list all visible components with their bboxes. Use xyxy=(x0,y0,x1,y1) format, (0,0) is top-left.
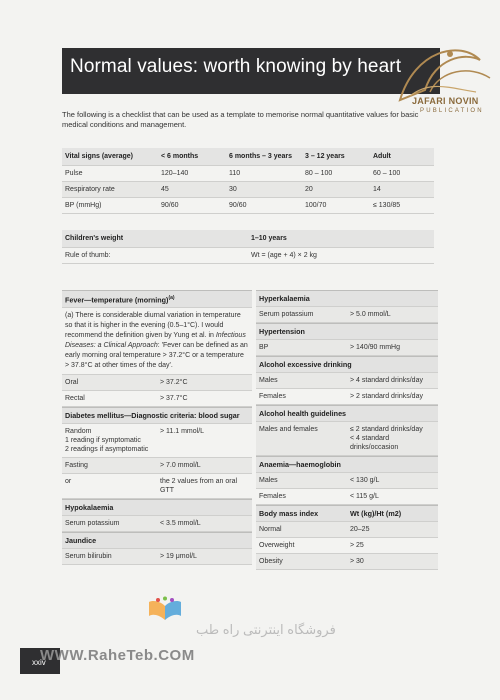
item-value: > 37.2°C xyxy=(160,379,188,387)
bmi-formula: Wt (kg)/Ht (m2) xyxy=(350,509,402,518)
item-label: Normal xyxy=(259,526,282,533)
page-number: xxiv xyxy=(20,648,60,674)
item-value: 20–25 xyxy=(350,526,370,533)
table-cell: BP (mmHg) xyxy=(62,197,158,213)
header-cell: 1–10 years xyxy=(248,230,434,247)
item-label: Serum potassium xyxy=(259,311,314,318)
table-row xyxy=(62,197,434,213)
item-label: Rectal xyxy=(65,395,85,403)
vital-signs-table xyxy=(62,148,434,214)
section-heading: Diabetes mellitus—Diagnostic criteria: blood sugar xyxy=(62,408,252,424)
table-cell: 45 xyxy=(158,181,226,197)
table-row xyxy=(62,247,434,263)
section-heading xyxy=(256,506,438,522)
right-column xyxy=(256,290,438,570)
item-label: Females xyxy=(259,493,286,500)
book-logo-icon xyxy=(148,596,182,624)
item-label: or xyxy=(65,478,72,486)
header-cell: Adult xyxy=(370,148,434,165)
item-label xyxy=(62,424,157,457)
list-item xyxy=(256,373,438,389)
childrens-weight-table xyxy=(62,230,434,264)
table-header-row xyxy=(62,148,434,165)
item-value: > 5.0 mmol/L xyxy=(350,311,391,318)
alcohol-section xyxy=(256,356,438,405)
bmi-title: Body mass index xyxy=(259,509,319,518)
table-row xyxy=(62,181,434,197)
fever-note xyxy=(62,308,252,375)
table-cell: 90/60 xyxy=(158,197,226,213)
item-label: Overweight xyxy=(259,542,295,549)
table-row xyxy=(62,165,434,181)
random-note-2: 2 readings if asymptomatic xyxy=(65,446,149,454)
anaemia-section xyxy=(256,456,438,505)
fever-section xyxy=(62,290,252,407)
table-cell: 100/70 xyxy=(302,197,370,213)
item-value: the 2 values from an oral GTT xyxy=(160,478,238,495)
list-item xyxy=(256,522,438,538)
hyperkalaemia-section xyxy=(256,290,438,323)
list-item xyxy=(62,474,252,499)
item-value: > 11.1 mmol/L xyxy=(160,428,205,436)
header-cell: Vital signs (average) xyxy=(62,148,158,165)
item-value: > 30 xyxy=(350,558,364,565)
alcohol-guidelines-section xyxy=(256,405,438,456)
section-heading: Alcohol health guidelines xyxy=(256,406,438,422)
random-note-1: 1 reading if symptomatic xyxy=(65,437,141,445)
item-value: > 140/90 mmHg xyxy=(350,344,400,351)
list-item xyxy=(62,516,252,532)
list-item xyxy=(256,489,438,505)
item-value: > 25 xyxy=(350,542,364,549)
item-label: Oral xyxy=(65,379,79,387)
fever-note-book: Infectious Diseases: a Clinical Approach xyxy=(65,332,246,350)
item-value: > 2 standard drinks/day xyxy=(350,393,423,400)
section-heading: Hypokalaemia xyxy=(62,500,252,516)
list-item xyxy=(256,389,438,405)
list-item xyxy=(62,424,252,458)
section-heading: Anaemia—haemoglobin xyxy=(256,457,438,473)
diabetes-section xyxy=(62,407,252,499)
item-label: Obesity xyxy=(259,558,283,565)
table-cell: ≤ 130/85 xyxy=(370,197,434,213)
item-label: Fasting xyxy=(65,462,88,470)
item-label: Serum bilirubin xyxy=(65,553,112,561)
item-value: > 4 standard drinks/day xyxy=(350,377,423,384)
table-cell: Pulse xyxy=(62,165,158,181)
table-cell: Wt = (age + 4) × 2 kg xyxy=(248,247,434,263)
header-cell: 6 months – 3 years xyxy=(226,148,302,165)
header-cell: < 6 months xyxy=(158,148,226,165)
shop-url-link[interactable]: WWW.RaheTeb.COM xyxy=(40,647,195,664)
hypokalaemia-section xyxy=(62,499,252,532)
guideline-occasion: < 4 standard drinks/occasion xyxy=(350,435,399,451)
table-cell: 20 xyxy=(302,181,370,197)
fever-note-a: (a) There is considerable diurnal variation in temperature so that it is higher in the evening (0.5–1°C). I would recommend the definition given by Yung et al. in xyxy=(65,312,241,340)
hypertension-section xyxy=(256,323,438,356)
table-cell: 90/60 xyxy=(226,197,302,213)
list-item xyxy=(256,538,438,554)
table-cell: Respiratory rate xyxy=(62,181,158,197)
item-label: Serum potassium xyxy=(65,520,120,528)
item-value xyxy=(347,422,438,455)
random-label: Random xyxy=(65,428,92,436)
item-label: Males and females xyxy=(259,426,318,433)
jaundice-section xyxy=(62,532,252,565)
table-cell: 80 – 100 xyxy=(302,165,370,181)
list-item xyxy=(256,473,438,489)
list-item xyxy=(62,391,252,407)
section-heading: Hypertension xyxy=(256,324,438,340)
item-value: < 3.5 mmol/L xyxy=(160,520,201,528)
page-title: Normal values: worth knowing by heart xyxy=(70,56,402,77)
guideline-daily: ≤ 2 standard drinks/day xyxy=(350,426,423,433)
section-heading: Alcohol excessive drinking xyxy=(256,357,438,373)
item-label: Males xyxy=(259,377,278,384)
logo-subtitle: PUBLICATION xyxy=(420,108,484,114)
item-value: < 115 g/L xyxy=(350,493,379,500)
item-value: > 19 μmol/L xyxy=(160,553,197,561)
list-item xyxy=(256,554,438,570)
logo-name: JAFARI NOVIN xyxy=(412,96,479,106)
item-value: < 130 g/L xyxy=(350,477,380,484)
section-heading: Hyperkalaemia xyxy=(256,291,438,307)
table-cell: 30 xyxy=(226,181,302,197)
table-header-row xyxy=(62,230,434,247)
table-cell: 14 xyxy=(370,181,434,197)
table-cell: 60 – 100 xyxy=(370,165,434,181)
item-value: > 7.0 mmol/L xyxy=(160,462,201,470)
list-item xyxy=(256,422,438,456)
fever-title: Fever—temperature (morning) xyxy=(65,295,169,305)
list-item xyxy=(256,340,438,356)
section-heading: Jaundice xyxy=(62,533,252,549)
bmi-section xyxy=(256,505,438,570)
footnote-ref: (a) xyxy=(168,295,175,301)
item-value: > 37.7°C xyxy=(160,395,188,403)
table-cell: 110 xyxy=(226,165,302,181)
item-label: BP xyxy=(259,344,269,351)
table-cell: Rule of thumb: xyxy=(62,247,248,263)
header-cell: 3 – 12 years xyxy=(302,148,370,165)
intro-text: The following is a checklist that can be used as a template to memorise normal quantitative values for basic medical conditions and management. xyxy=(62,110,419,129)
table-cell: 120–140 xyxy=(158,165,226,181)
header-cell: Children's weight xyxy=(62,230,248,247)
list-item xyxy=(256,307,438,323)
item-label: Females xyxy=(259,393,286,400)
list-item xyxy=(62,375,252,391)
list-item xyxy=(62,549,252,565)
section-heading xyxy=(62,291,252,308)
item-label: Males xyxy=(259,477,278,484)
shop-name: فروشگاه اینترنتی راه طب xyxy=(196,622,336,637)
list-item xyxy=(62,458,252,474)
left-column xyxy=(62,290,252,565)
fever-note-b: : 'Fever can be defined as an early morning oral temperature > 37.2°C or a temperature > 37.8°C at other times of the day'. xyxy=(65,342,248,370)
